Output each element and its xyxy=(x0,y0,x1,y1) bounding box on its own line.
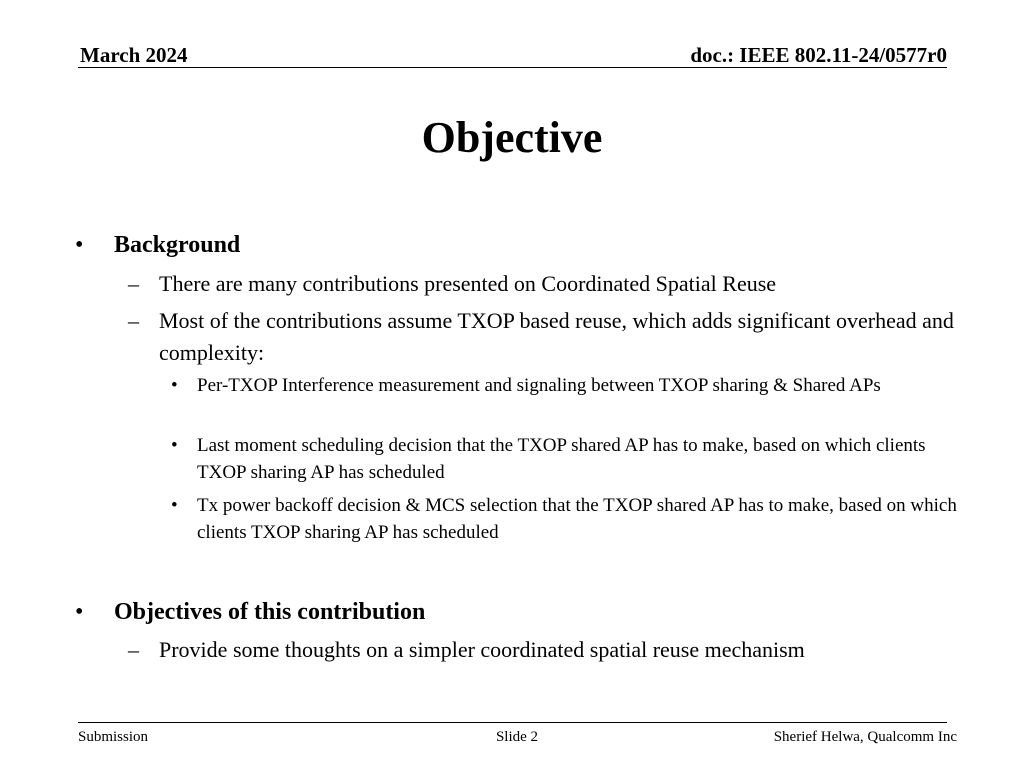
bullet-marker: • xyxy=(171,435,178,456)
footer-author: Sherief Helwa, Qualcomm Inc xyxy=(773,729,957,745)
bullet-marker: • xyxy=(75,232,84,258)
bullet-marker: • xyxy=(171,375,178,396)
footer-divider xyxy=(78,722,947,723)
dash-marker: – xyxy=(128,271,139,296)
point-scheduling-decision: Last moment scheduling decision that the TXOP shared AP has to make, based on which clients TXOP sharing AP has scheduled xyxy=(197,435,926,483)
sub-bullet-txop-reuse: Most of the contributions assume TXOP based reuse, which adds significant overhead and complexity: xyxy=(159,308,954,365)
bullet-background: Background xyxy=(114,232,241,258)
footer-submission: Submission xyxy=(78,729,149,745)
header-divider xyxy=(78,67,947,68)
sub-bullet-simpler-mechanism: Provide some thoughts on a simpler coordinated spatial reuse mechanism xyxy=(159,637,805,662)
slide-title: Objective xyxy=(421,113,603,162)
header-date: March 2024 xyxy=(80,43,188,67)
dash-marker: – xyxy=(128,308,139,333)
header-doc-id: doc.: IEEE 802.11-24/0577r0 xyxy=(690,43,947,67)
bullet-marker: • xyxy=(171,495,178,516)
bullet-objectives: Objectives of this contribution xyxy=(114,599,426,625)
point-interference-measurement: Per-TXOP Interference measurement and signaling between TXOP sharing & Shared APs xyxy=(197,375,881,396)
dash-marker: – xyxy=(128,637,139,662)
point-tx-power-backoff: Tx power backoff decision & MCS selection that the TXOP shared AP has to make, based on which clients TXOP sharing AP has scheduled xyxy=(197,495,957,543)
sub-bullet-contributions: There are many contributions presented on Coordinated Spatial Reuse xyxy=(159,271,777,296)
bullet-marker: • xyxy=(75,599,84,625)
footer-slide-number: Slide 2 xyxy=(495,729,539,745)
